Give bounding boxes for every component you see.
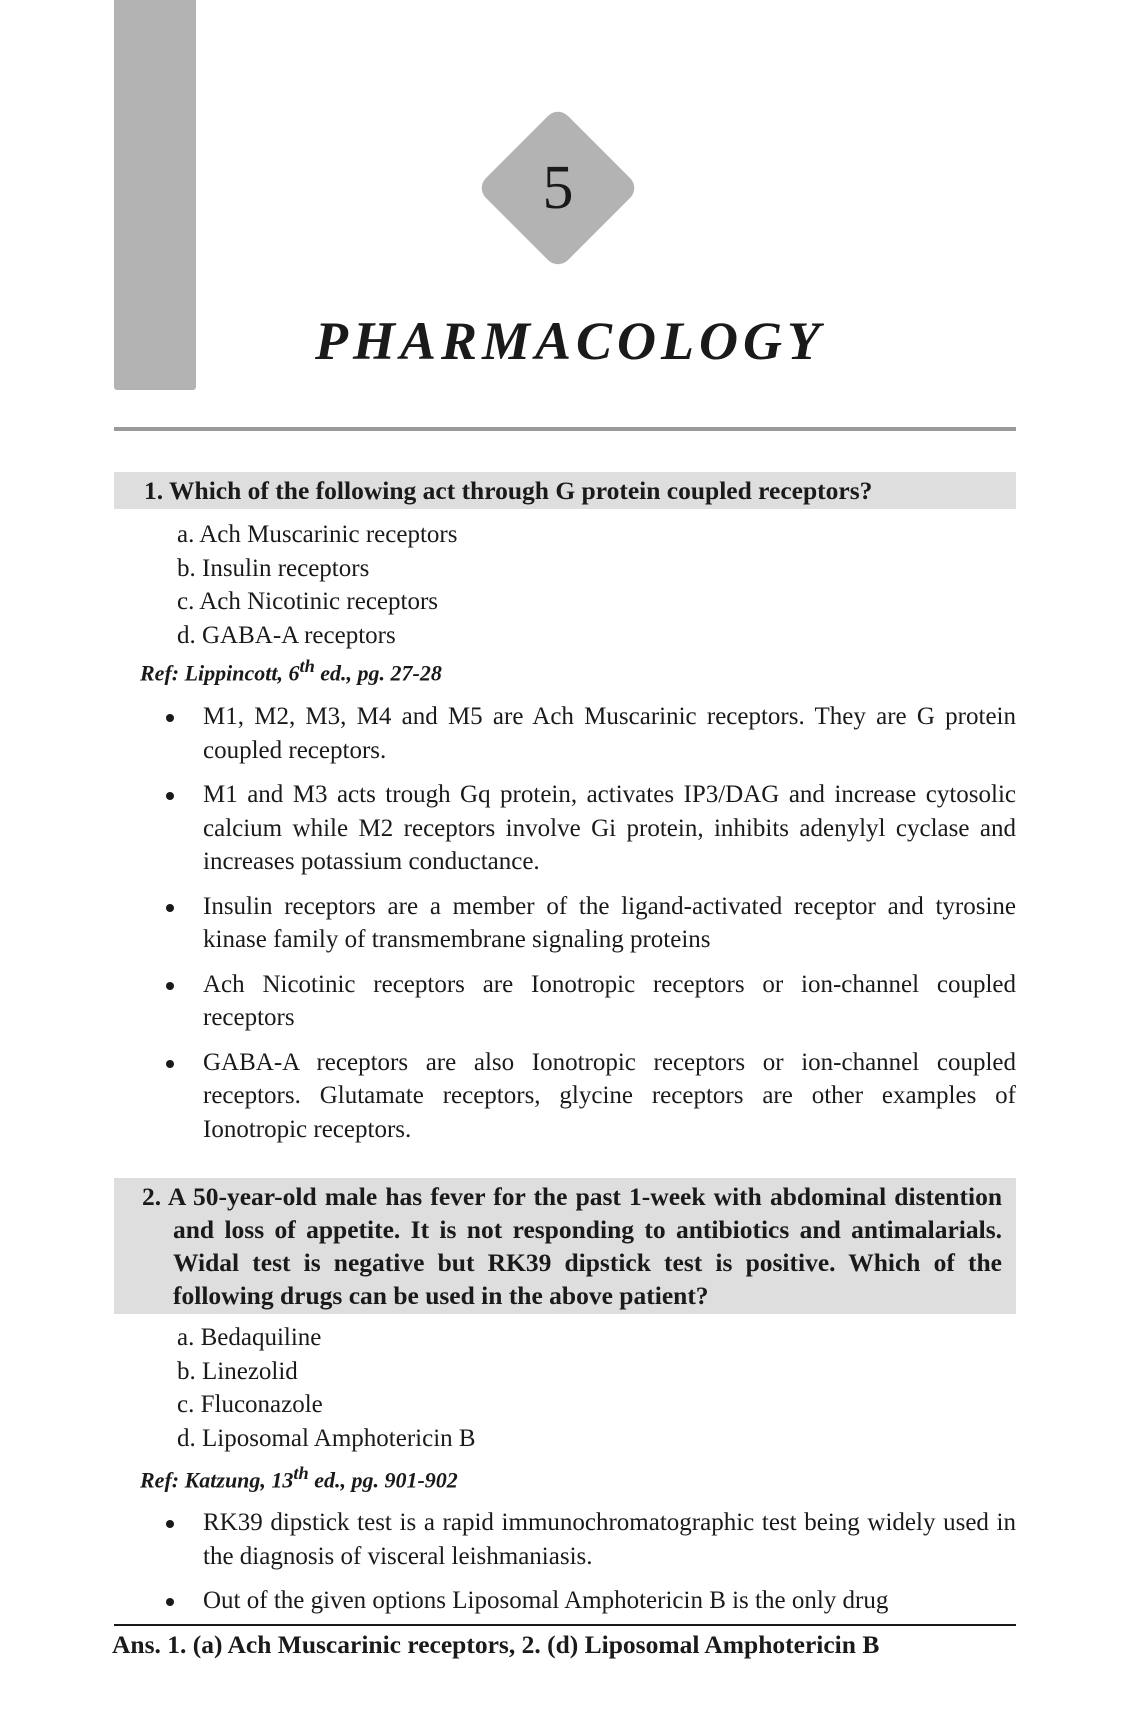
explanation-item: Insulin receptors are a member of the ligand-activated receptor and tyrosine kinase family of transmembrane signaling proteins — [160, 890, 1016, 957]
question-2-options — [177, 1321, 476, 1455]
question-2-explanations — [160, 1506, 1016, 1629]
explanation-item: M1, M2, M3, M4 and M5 are Ach Muscarinic receptors. They are G protein coupled receptors. — [160, 700, 1016, 767]
ref-suffix: ed., pg. 901-902 — [308, 1467, 458, 1493]
option-item: d. Liposomal Amphotericin B — [177, 1424, 476, 1452]
ref-prefix: Ref: Lippincott, 6 — [140, 660, 300, 686]
option-item: c. Fluconazole — [177, 1391, 323, 1418]
chapter-side-bar — [114, 0, 196, 390]
explanation-item: M1 and M3 acts trough Gq protein, activates IP3/DAG and increase cytosolic calcium while M2 receptors involve Gi protein, inhibits adenylyl cyclase and increases potassium conductance. — [160, 778, 1016, 879]
option-item: c. Ach Nicotinic receptors — [177, 588, 439, 615]
explanation-item: Out of the given options Liposomal Amphotericin B is the only drug — [160, 1584, 1016, 1618]
ref-sup: th — [299, 656, 315, 676]
ref-prefix: Ref: Katzung, 13 — [140, 1467, 294, 1493]
option-item: b. Linezolid — [177, 1357, 298, 1385]
option-item: d. GABA-A receptors — [177, 621, 396, 649]
chapter-title: PHARMACOLOGY — [314, 311, 826, 371]
answer-key: Ans. 1. (a) Ach Muscarinic receptors, 2. (d) Liposomal Amphotericin B — [112, 1630, 880, 1659]
question-1-explanations — [160, 700, 1016, 1157]
option-item: b. Insulin receptors — [177, 554, 370, 582]
question-2-reference — [140, 1463, 458, 1493]
answer-divider — [114, 1624, 1016, 1626]
question-1-options — [177, 518, 457, 652]
explanation-item: GABA-A receptors are also Ionotropic receptors or ion-channel coupled receptors. Glutamate receptors, glycine receptors are other examples of Ionotropic receptors. — [160, 1046, 1016, 1147]
question-1-text: 1. Which of the following act through G protein coupled receptors? — [144, 476, 873, 505]
question-2-box — [114, 1178, 1016, 1314]
explanation-item: RK39 dipstick test is a rapid immunochromatographic test being widely used in the diagnosis of visceral leishmaniasis. — [160, 1506, 1016, 1573]
chapter-number: 5 — [542, 154, 574, 222]
question-1-box — [114, 472, 1016, 509]
explanation-item: Ach Nicotinic receptors are Ionotropic receptors or ion-channel coupled receptors — [160, 968, 1016, 1035]
question-2-text: 2. A 50-year-old male has fever for the past 1-week with abdominal distention and loss of appetite. It is not responding to antibiotics and antimalarials. Widal test is negative but RK39 dipstick test is positive. Which of the following drugs can be used in the above patient? — [142, 1182, 1002, 1310]
option-item: a. Bedaquiline — [177, 1324, 322, 1351]
title-divider — [114, 427, 1016, 431]
question-1-reference — [140, 656, 442, 686]
ref-suffix: ed., pg. 27-28 — [314, 660, 442, 686]
ref-sup: th — [293, 1463, 309, 1483]
option-item: a. Ach Muscarinic receptors — [177, 521, 458, 548]
